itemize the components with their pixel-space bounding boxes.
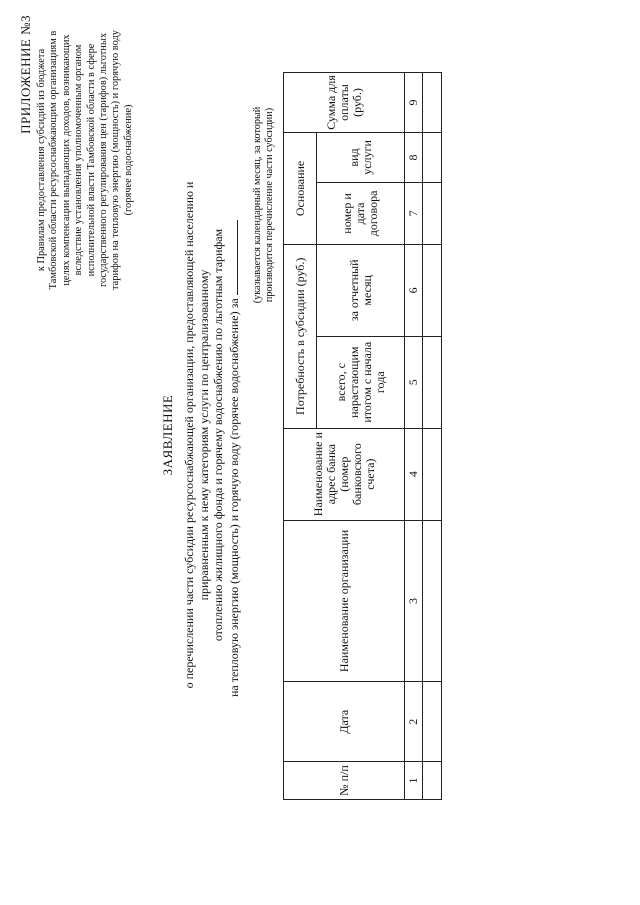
- table-cell[interactable]: [423, 336, 442, 428]
- table-cell[interactable]: [423, 428, 442, 520]
- table-cell[interactable]: [423, 132, 442, 182]
- header-need-total: всего, с нарастающим итогом с начала года: [317, 336, 405, 428]
- header-row-1: [284, 73, 317, 800]
- appendix-line: тарифов на тепловую энергию (мощность) и горячую воду: [110, 30, 122, 290]
- header-need-month: за отчетный месяц: [317, 244, 405, 336]
- header-no: № п/п: [284, 762, 405, 800]
- column-number: 5: [405, 336, 423, 428]
- column-number: 7: [405, 182, 423, 244]
- table-cell[interactable]: [423, 520, 442, 682]
- statement-block: [160, 55, 241, 815]
- statement-line: приравненным к нему категориям услуги по централизованному: [196, 269, 211, 601]
- appendix-line: целях компенсации выпадающих доходов, возникающих: [60, 34, 72, 286]
- appendix-block: [18, 15, 135, 305]
- header-basis: Основание: [284, 132, 317, 244]
- table-cell[interactable]: [423, 182, 442, 244]
- appendix-line: исполнительной власти Тамбовской области в сфере: [85, 43, 97, 277]
- table-cell[interactable]: [423, 762, 442, 800]
- statement-period-text: на тепловую энергию (мощность) и горячую воду (горячее водоснабжение) за: [226, 298, 241, 697]
- table-row: [423, 73, 442, 800]
- header-basis-contract: номер и дата договора: [317, 182, 405, 244]
- appendix-line: к Правилам предоставления субсидий из бюджета: [36, 48, 47, 272]
- statement-title: ЗАЯВЛЕНИЕ: [160, 394, 175, 476]
- column-number: 6: [405, 244, 423, 336]
- header-need: Потребность в субсидии (руб.): [284, 244, 317, 428]
- column-number: 4: [405, 428, 423, 520]
- header-bank: Наименование и адрес банка (номер банковского счета): [284, 428, 405, 520]
- appendix-line: вследствие установления уполномоченным органом: [73, 44, 85, 276]
- column-number-row: [405, 73, 423, 800]
- header-sum: Сумма для оплаты (руб.): [284, 73, 405, 133]
- note-line: (указывается календарный месяц, за который: [252, 106, 263, 304]
- appendix-line: Тамбовской области ресурсоснабжающим организациям в: [48, 30, 60, 290]
- note-line: производится перечисление части субсидии): [264, 107, 275, 303]
- column-number: 8: [405, 132, 423, 182]
- period-note: [252, 95, 276, 315]
- header-date: Дата: [284, 682, 405, 762]
- column-number: 1: [405, 762, 423, 800]
- column-number: 9: [405, 73, 423, 133]
- table-cell[interactable]: [423, 682, 442, 762]
- appendix-line: государственного регулирования цен (тарифов) льготных: [98, 32, 110, 288]
- appendix-heading: ПРИЛОЖЕНИЕ №3: [18, 15, 33, 134]
- statement-line: о перечислении части субсидии ресурсоснабжающей организации, предоставляющей населению и: [182, 181, 196, 689]
- table-cell[interactable]: [423, 244, 442, 336]
- appendix-line: (горячее водоснабжение): [122, 104, 134, 216]
- statement-line-period: [226, 55, 242, 815]
- subsidy-table: [283, 72, 442, 800]
- statement-line: отоплению жилищного фонда и горячему водоснабжению по льготным тарифам: [211, 228, 225, 642]
- header-basis-service: вид услуги: [317, 132, 405, 182]
- period-blank-field[interactable]: [226, 220, 238, 295]
- column-number: 2: [405, 682, 423, 762]
- column-number: 3: [405, 520, 423, 682]
- header-org-name: Наименование организации: [284, 520, 405, 682]
- table-cell[interactable]: [423, 73, 442, 133]
